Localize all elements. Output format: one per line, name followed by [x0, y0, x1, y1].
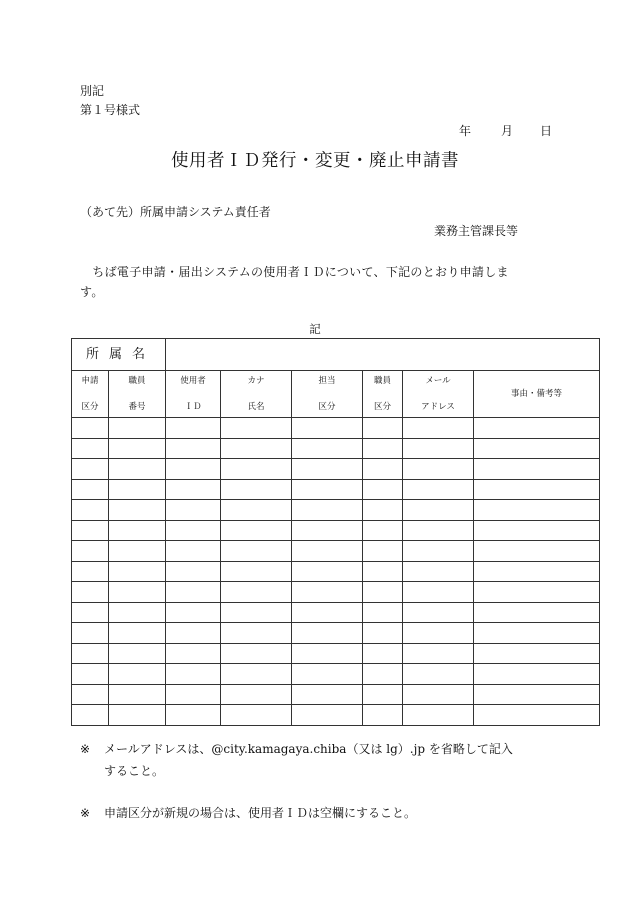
table-cell[interactable]	[403, 582, 474, 603]
table-row	[72, 438, 600, 459]
table-cell[interactable]	[292, 623, 363, 644]
table-cell[interactable]	[109, 684, 166, 705]
table-cell[interactable]	[166, 479, 221, 500]
table-cell[interactable]	[72, 582, 109, 603]
col-header-role-type: 担当 区分	[292, 371, 363, 418]
note-2-line1: 申請区分が新規の場合は、使用者ＩＤは空欄にすること。	[104, 806, 417, 820]
table-cell[interactable]	[363, 561, 403, 582]
table-cell[interactable]	[403, 664, 474, 685]
table-cell[interactable]	[363, 520, 403, 541]
col-header-employee-number: 職員 番号	[109, 371, 166, 418]
table-cell[interactable]	[166, 664, 221, 685]
table-cell[interactable]	[363, 602, 403, 623]
table-cell[interactable]	[363, 500, 403, 521]
table-cell[interactable]	[292, 541, 363, 562]
table-cell[interactable]	[221, 582, 292, 603]
table-row	[72, 541, 600, 562]
table-cell[interactable]	[109, 479, 166, 500]
table-cell[interactable]	[292, 479, 363, 500]
table-cell[interactable]	[166, 561, 221, 582]
table-cell[interactable]	[221, 623, 292, 644]
ki-label: 記	[309, 322, 321, 336]
table-cell[interactable]	[166, 438, 221, 459]
table-row	[72, 520, 600, 541]
table-cell[interactable]	[403, 479, 474, 500]
table-cell[interactable]	[72, 684, 109, 705]
col-header-user-id: 使用者 ＩＤ	[166, 371, 221, 418]
table-cell[interactable]	[72, 602, 109, 623]
table-cell[interactable]	[292, 705, 363, 726]
table-cell[interactable]	[221, 459, 292, 480]
table-body	[72, 418, 600, 726]
date-month: 月	[501, 124, 514, 138]
table-cell[interactable]	[403, 561, 474, 582]
table-cell[interactable]	[72, 541, 109, 562]
table-cell[interactable]	[474, 561, 600, 582]
table-cell[interactable]	[221, 705, 292, 726]
table-cell[interactable]	[474, 438, 600, 459]
table-cell[interactable]	[403, 438, 474, 459]
table-cell[interactable]	[403, 643, 474, 664]
table-cell[interactable]	[166, 643, 221, 664]
table-cell[interactable]	[166, 541, 221, 562]
application-table	[71, 338, 600, 726]
table-cell[interactable]	[292, 582, 363, 603]
table-cell[interactable]	[363, 479, 403, 500]
table-cell[interactable]	[72, 643, 109, 664]
table-cell[interactable]	[363, 459, 403, 480]
table-cell[interactable]	[403, 541, 474, 562]
note-2-mark: ※	[80, 806, 91, 820]
table-cell[interactable]	[363, 684, 403, 705]
col-header-employee-type: 職員 区分	[363, 371, 403, 418]
col-header-application-type: 申請 区分	[72, 371, 109, 418]
note-1-mark: ※	[80, 742, 91, 756]
table-row	[72, 582, 600, 603]
table-cell[interactable]	[363, 418, 403, 439]
table-row	[72, 684, 600, 705]
table-cell[interactable]	[403, 500, 474, 521]
note-1	[80, 740, 513, 757]
note-1-line1: メールアドレスは、@city.kamagaya.chiba（又は lg）.jp を省略して記入	[104, 742, 513, 756]
table-cell[interactable]	[474, 705, 600, 726]
date-day: 日	[540, 124, 553, 138]
table-cell[interactable]	[292, 520, 363, 541]
table-cell[interactable]	[72, 479, 109, 500]
table-cell[interactable]	[474, 684, 600, 705]
table-cell[interactable]	[221, 602, 292, 623]
table-row	[72, 623, 600, 644]
table-cell[interactable]	[72, 561, 109, 582]
table-cell[interactable]	[292, 684, 363, 705]
table-cell[interactable]	[166, 500, 221, 521]
table-cell[interactable]	[221, 541, 292, 562]
table-cell[interactable]	[221, 479, 292, 500]
table-row	[72, 500, 600, 521]
table-cell[interactable]	[72, 438, 109, 459]
table-row	[72, 705, 600, 726]
table-cell[interactable]	[109, 643, 166, 664]
table-cell[interactable]	[166, 582, 221, 603]
table-cell[interactable]	[292, 561, 363, 582]
table-cell[interactable]	[403, 602, 474, 623]
table-cell[interactable]	[109, 418, 166, 439]
table-row	[72, 643, 600, 664]
table-cell[interactable]	[221, 418, 292, 439]
table-cell[interactable]	[292, 500, 363, 521]
table-cell[interactable]	[292, 438, 363, 459]
table-cell[interactable]	[363, 438, 403, 459]
table-cell[interactable]	[166, 520, 221, 541]
table-cell[interactable]	[474, 664, 600, 685]
col-header-remarks: 事由・備考等	[474, 371, 600, 418]
table-cell[interactable]	[221, 664, 292, 685]
table-cell[interactable]	[109, 705, 166, 726]
table-cell[interactable]	[292, 643, 363, 664]
table-cell[interactable]	[474, 623, 600, 644]
affiliation-label: 所属名	[72, 339, 166, 371]
table-cell[interactable]	[474, 520, 600, 541]
table-cell[interactable]	[166, 459, 221, 480]
table-cell[interactable]	[109, 664, 166, 685]
table-cell[interactable]	[72, 623, 109, 644]
note-2	[80, 804, 416, 821]
table-cell[interactable]	[474, 418, 600, 439]
table-cell[interactable]	[363, 541, 403, 562]
table-cell[interactable]	[474, 643, 600, 664]
table-cell[interactable]	[109, 438, 166, 459]
addressee: （あて先）所属申請システム責任者	[80, 205, 271, 219]
table-cell[interactable]	[292, 602, 363, 623]
table-cell[interactable]	[109, 500, 166, 521]
table-row	[72, 479, 600, 500]
table-cell[interactable]	[109, 623, 166, 644]
table-cell[interactable]	[166, 602, 221, 623]
annex-label: 別記	[80, 84, 105, 98]
col-header-kana-name: カナ 氏名	[221, 371, 292, 418]
table-cell[interactable]	[72, 664, 109, 685]
table-cell[interactable]	[109, 520, 166, 541]
table-cell[interactable]	[474, 479, 600, 500]
table-cell[interactable]	[109, 541, 166, 562]
table-row	[72, 561, 600, 582]
table-cell[interactable]	[474, 602, 600, 623]
table-cell[interactable]	[403, 459, 474, 480]
affiliation-field[interactable]	[166, 339, 600, 371]
table-cell[interactable]	[292, 418, 363, 439]
table-cell[interactable]	[109, 459, 166, 480]
table-cell[interactable]	[221, 520, 292, 541]
table-cell[interactable]	[403, 705, 474, 726]
table-cell[interactable]	[221, 500, 292, 521]
table-cell[interactable]	[474, 459, 600, 480]
table-cell[interactable]	[72, 418, 109, 439]
body-text-line1: ちば電子申請・届出システムの使用者ＩＤについて、下記のとおり申請しま	[80, 265, 509, 279]
table-cell[interactable]	[363, 582, 403, 603]
table-cell[interactable]	[166, 705, 221, 726]
table-row	[72, 664, 600, 685]
table-cell[interactable]	[221, 684, 292, 705]
table-cell[interactable]	[363, 623, 403, 644]
form-number: 第１号様式	[80, 103, 141, 117]
table-cell[interactable]	[109, 582, 166, 603]
table-cell[interactable]	[221, 561, 292, 582]
table-row	[72, 459, 600, 480]
document-title: 使用者ＩＤ発行・変更・廃止申請書	[171, 151, 459, 171]
table-cell[interactable]	[403, 623, 474, 644]
table-cell[interactable]	[109, 561, 166, 582]
table-cell[interactable]	[403, 684, 474, 705]
note-1-continued: すること。	[104, 764, 165, 778]
table-cell[interactable]	[221, 643, 292, 664]
table-cell[interactable]	[72, 520, 109, 541]
table-cell[interactable]	[72, 459, 109, 480]
col-header-email: メール アドレス	[403, 371, 474, 418]
table-cell[interactable]	[166, 418, 221, 439]
table-cell[interactable]	[403, 520, 474, 541]
table-cell[interactable]	[363, 705, 403, 726]
table-cell[interactable]	[221, 438, 292, 459]
table-cell[interactable]	[292, 459, 363, 480]
date-year: 年	[459, 124, 472, 138]
table-cell[interactable]	[363, 664, 403, 685]
table-cell[interactable]	[292, 664, 363, 685]
applicant-title: 業務主管課長等	[434, 224, 519, 238]
table-row	[72, 418, 600, 439]
table-cell[interactable]	[474, 541, 600, 562]
table-cell[interactable]	[109, 602, 166, 623]
table-cell[interactable]	[72, 500, 109, 521]
body-text-line2: す。	[80, 285, 104, 299]
table-cell[interactable]	[363, 643, 403, 664]
table-row	[72, 602, 600, 623]
table-cell[interactable]	[166, 684, 221, 705]
table-cell[interactable]	[474, 582, 600, 603]
table-cell[interactable]	[403, 418, 474, 439]
table-cell[interactable]	[72, 705, 109, 726]
table-cell[interactable]	[166, 623, 221, 644]
table-header-row	[72, 371, 600, 418]
table-cell[interactable]	[474, 500, 600, 521]
